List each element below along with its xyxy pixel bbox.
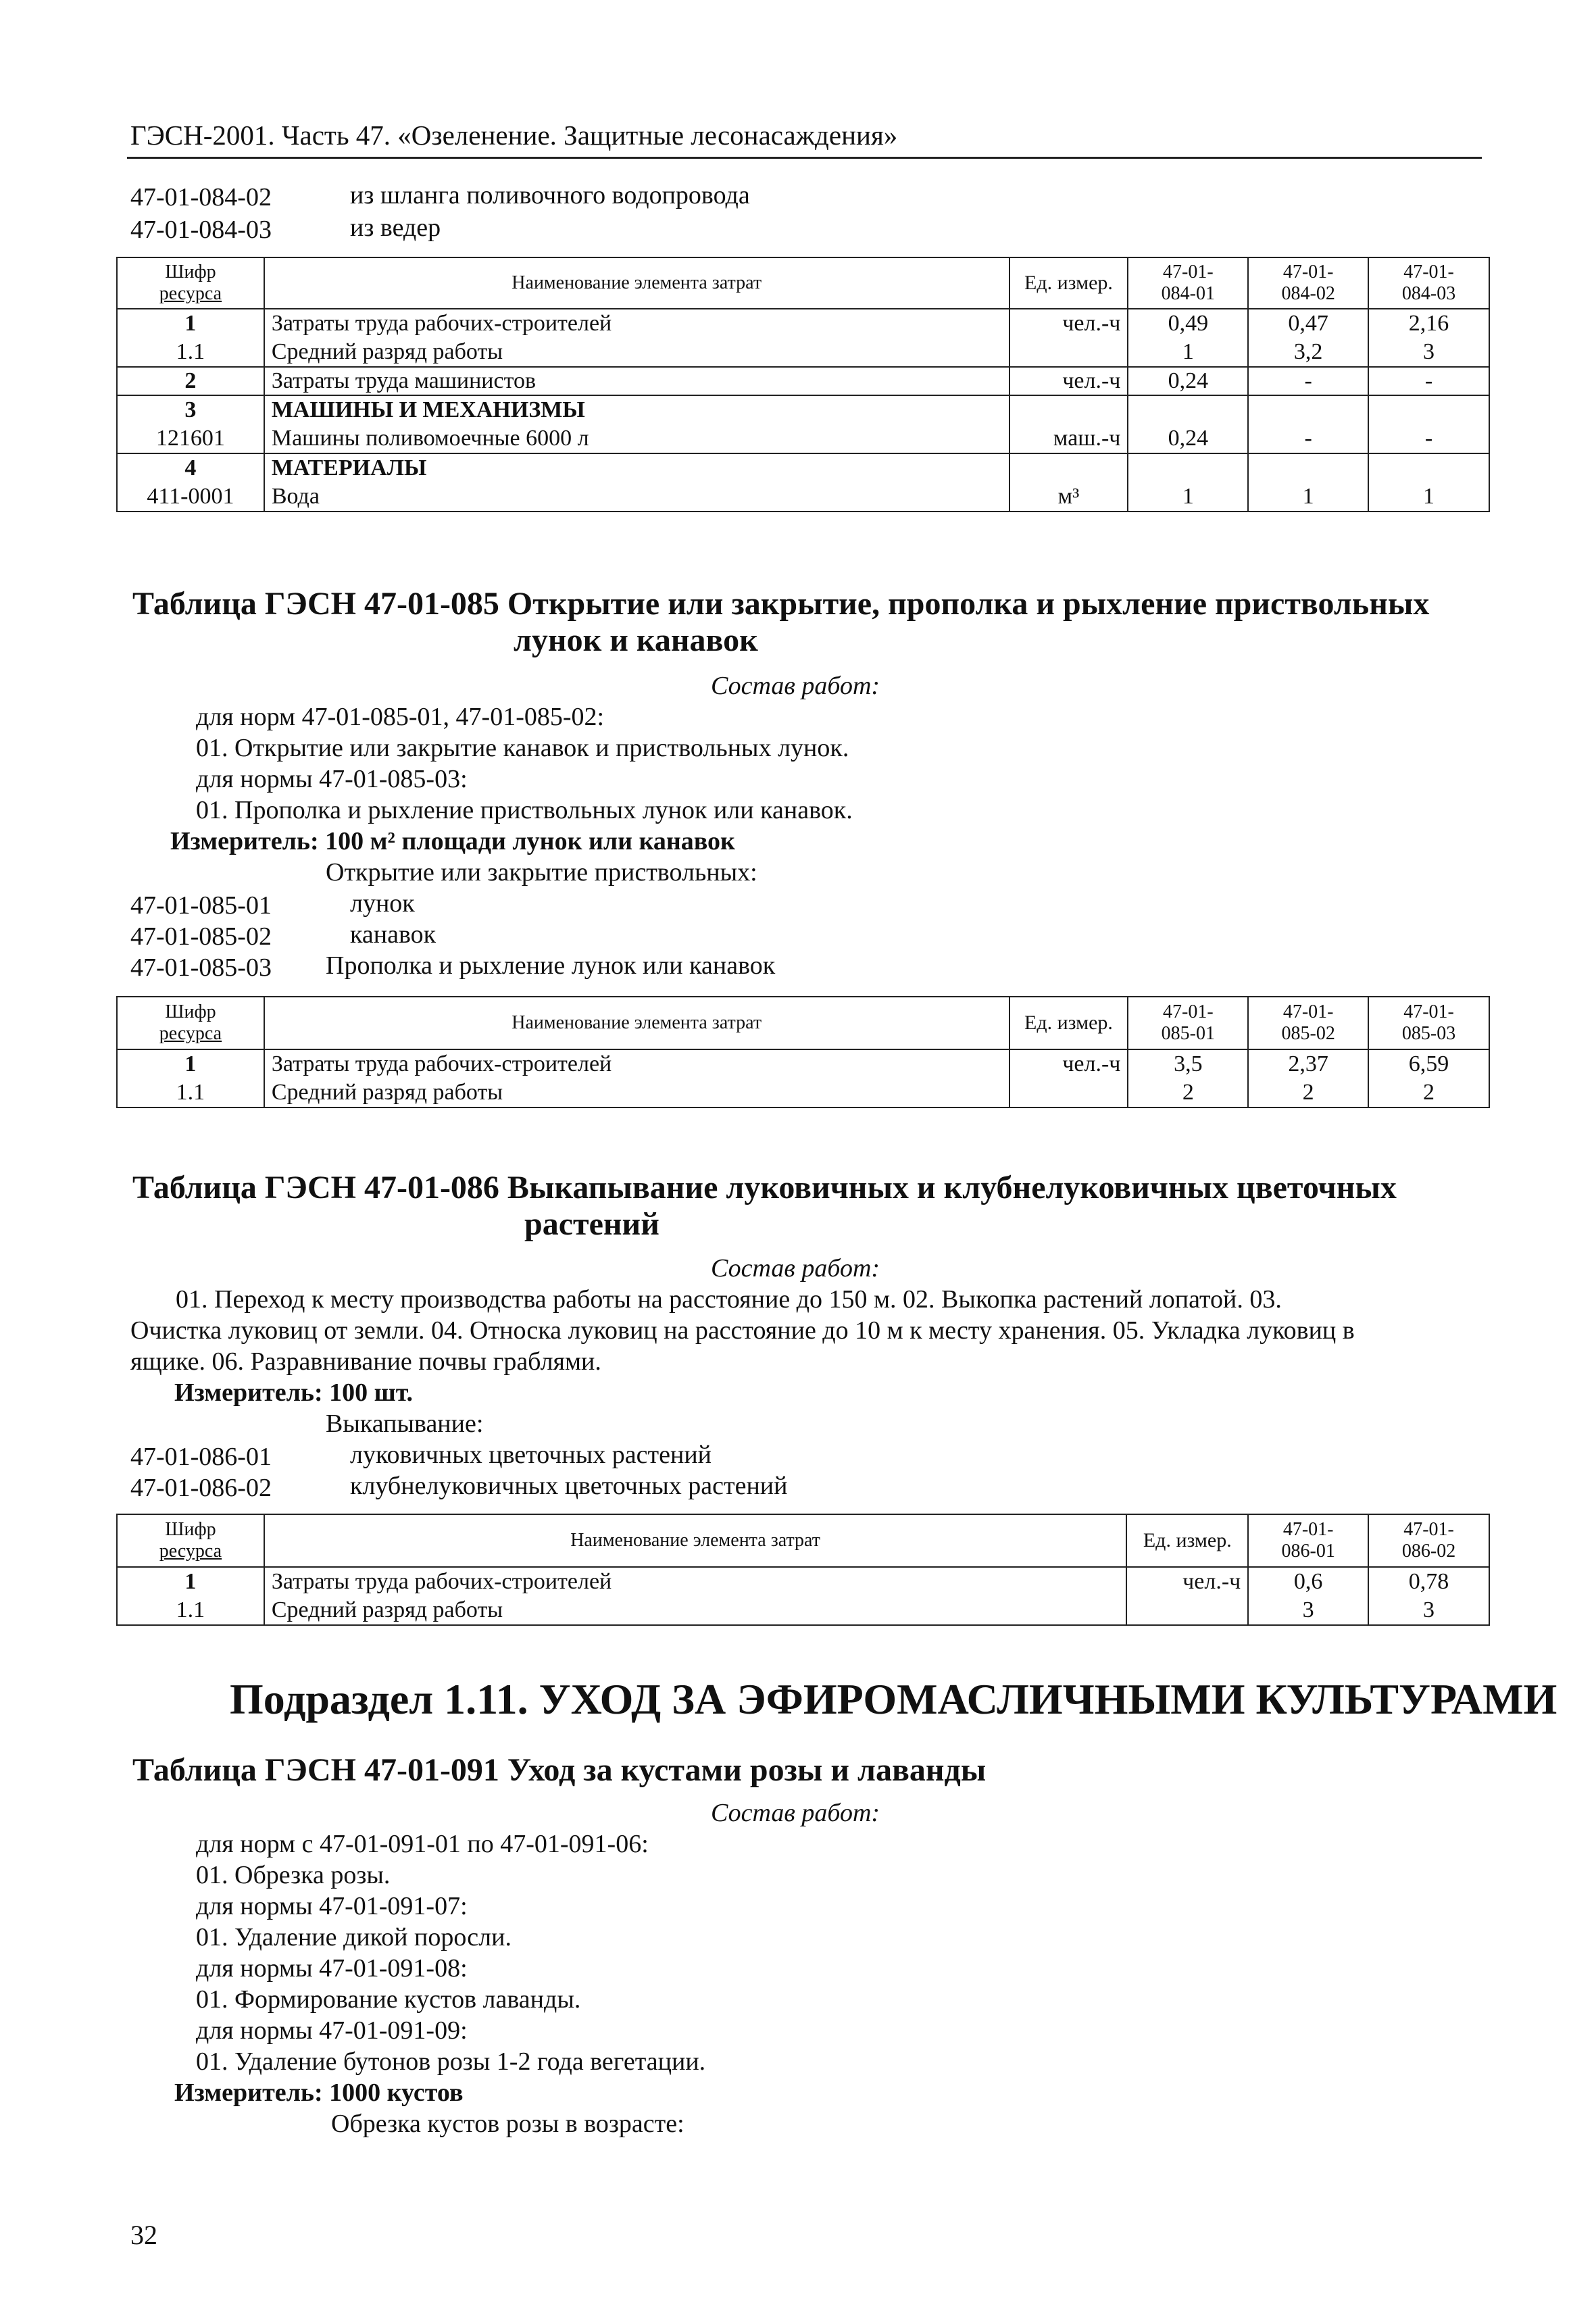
group-label: Открытие или закрытие приствольных: [326, 858, 757, 887]
col-norm-header: 47-01- 085-01 [1128, 997, 1248, 1049]
composition-heading: Состав работ: [711, 672, 880, 700]
group-label: Обрезка кустов розы в возрасте: [331, 2110, 684, 2138]
norm-text: из ведер [350, 214, 441, 242]
norm-code: 47-01-085-02 [130, 922, 272, 951]
table-title: Таблица ГЭСН 47-01-091 Уход за кустами розы и лаванды [132, 1752, 987, 1788]
table-row: 2 Затраты труда машинистов чел.-ч 0,24 - - [117, 367, 1489, 395]
col-code-header: Шифр ресурса [117, 997, 264, 1049]
composition-paragraph: 01. Переход к месту производства работы на расстояние до 150 м. 02. Выкопка растений лопатой. 03. [176, 1285, 1282, 1314]
group-label: Выкапывание: [326, 1410, 484, 1438]
norm-text: клубнелуковичных цветочных растений [350, 1472, 788, 1500]
col-unit-header: Ед. измер. [1009, 257, 1128, 309]
measure-unit: Измеритель: 100 шт. [174, 1378, 414, 1407]
norm-code: 47-01-086-01 [130, 1443, 272, 1471]
table-row: 3 121601 МАШИНЫ И МЕХАНИЗМЫ Машины поливомоечные 6000 л маш.-ч 0,24 - - [117, 395, 1489, 453]
table-row: 1 1.1 Затраты труда рабочих-строителей Средний разряд работы чел.-ч 0,6 3 0,78 3 [117, 1567, 1489, 1625]
norm-code: 47-01-086-02 [130, 1474, 272, 1502]
measure-unit: Измеритель: 1000 кустов [174, 2078, 464, 2107]
norm-code: 47-01-084-02 [130, 183, 272, 211]
norm-text: из шланга поливочного водопровода [350, 181, 750, 209]
col-unit-header: Ед. измер. [1126, 1514, 1248, 1567]
composition-line: 01. Прополка и рыхление приствольных лунок или канавок. [196, 796, 853, 824]
table-row: 4 411-0001 МАТЕРИАЛЫ Вода м³ 1 1 1 [117, 453, 1489, 512]
composition-line: 01. Обрезка розы. [196, 1861, 391, 1889]
table-title-cont: лунок и канавок [514, 622, 758, 658]
measure-unit: Измеритель: 100 м² площади лунок или канавок [170, 827, 735, 855]
resource-table-085 [116, 996, 1490, 1108]
resource-table-086 [116, 1514, 1490, 1626]
composition-line: для нормы 47-01-091-08: [196, 1954, 468, 1983]
composition-heading: Состав работ: [711, 1254, 880, 1283]
col-code-header: Шифр ресурса [117, 257, 264, 309]
composition-line: 01. Удаление бутонов розы 1-2 года вегетации. [196, 2047, 706, 2076]
composition-line: для нормы 47-01-085-03: [196, 765, 468, 793]
table-title: Таблица ГЭСН 47-01-086 Выкапывание луковичных и клубнелуковичных цветочных [132, 1170, 1397, 1205]
composition-line: для норм 47-01-085-01, 47-01-085-02: [196, 703, 605, 731]
col-name-header: Наименование элемента затрат [264, 997, 1009, 1049]
composition-line: 01. Формирование кустов лаванды. [196, 1985, 581, 2014]
composition-heading: Состав работ: [711, 1799, 880, 1827]
table-row: 1 1.1 Затраты труда рабочих-строителей Средний разряд работы чел.-ч 0,49 1 0,47 3,2 2,16 3 [117, 309, 1489, 367]
composition-line: для нормы 47-01-091-07: [196, 1892, 468, 1920]
page-number: 32 [130, 2220, 157, 2250]
subsection-heading: Подраздел 1.11. УХОД ЗА ЭФИРОМАСЛИЧНЫМИ КУЛЬТУРАМИ [230, 1675, 1557, 1723]
table-header-row [117, 1514, 1489, 1567]
col-norm-header: 47-01- 086-01 [1248, 1514, 1368, 1567]
norm-code: 47-01-084-03 [130, 216, 272, 244]
composition-line: 01. Открытие или закрытие канавок и приствольных лунок. [196, 734, 849, 762]
table-title-cont: растений [524, 1206, 659, 1242]
composition-paragraph: ящике. 06. Разравнивание почвы граблями. [130, 1347, 601, 1376]
norm-text: луковичных цветочных растений [350, 1441, 712, 1469]
table-header-row [117, 997, 1489, 1049]
table-header-row [117, 257, 1489, 309]
col-norm-header: 47-01- 085-02 [1248, 997, 1368, 1049]
table-row: 1 1.1 Затраты труда рабочих-строителей Средний разряд работы чел.-ч 3,5 2 2,37 2 6,59 2 [117, 1049, 1489, 1107]
norm-code: 47-01-085-03 [130, 953, 272, 982]
col-name-header: Наименование элемента затрат [264, 257, 1009, 309]
composition-line: 01. Удаление дикой поросли. [196, 1923, 512, 1951]
norm-text: Прополка и рыхление лунок или канавок [326, 951, 776, 980]
col-norm-header: 47-01- 084-02 [1248, 257, 1368, 309]
col-norm-header: 47-01- 085-03 [1368, 997, 1489, 1049]
composition-line: для норм с 47-01-091-01 по 47-01-091-06: [196, 1830, 649, 1858]
norm-code: 47-01-085-01 [130, 891, 272, 920]
norm-text: канавок [350, 920, 437, 949]
col-name-header: Наименование элемента затрат [264, 1514, 1127, 1567]
col-norm-header: 47-01- 084-01 [1128, 257, 1248, 309]
composition-line: для нормы 47-01-091-09: [196, 2016, 468, 2045]
col-norm-header: 47-01- 084-03 [1368, 257, 1489, 309]
composition-paragraph: Очистка луковиц от земли. 04. Относка луковиц на расстояние до 10 м к месту хранения. 05. Укладка луковиц в [130, 1316, 1355, 1345]
table-title: Таблица ГЭСН 47-01-085 Открытие или закрытие, прополка и рыхление приствольных [132, 586, 1430, 622]
resource-table-084 [116, 257, 1490, 512]
col-code-header: Шифр ресурса [117, 1514, 264, 1567]
col-unit-header: Ед. измер. [1009, 997, 1128, 1049]
running-header: ГЭСН-2001. Часть 47. «Озеленение. Защитные лесонасаждения» [130, 120, 898, 151]
col-norm-header: 47-01- 086-02 [1368, 1514, 1489, 1567]
header-rule [127, 157, 1482, 159]
norm-text: лунок [350, 889, 415, 918]
